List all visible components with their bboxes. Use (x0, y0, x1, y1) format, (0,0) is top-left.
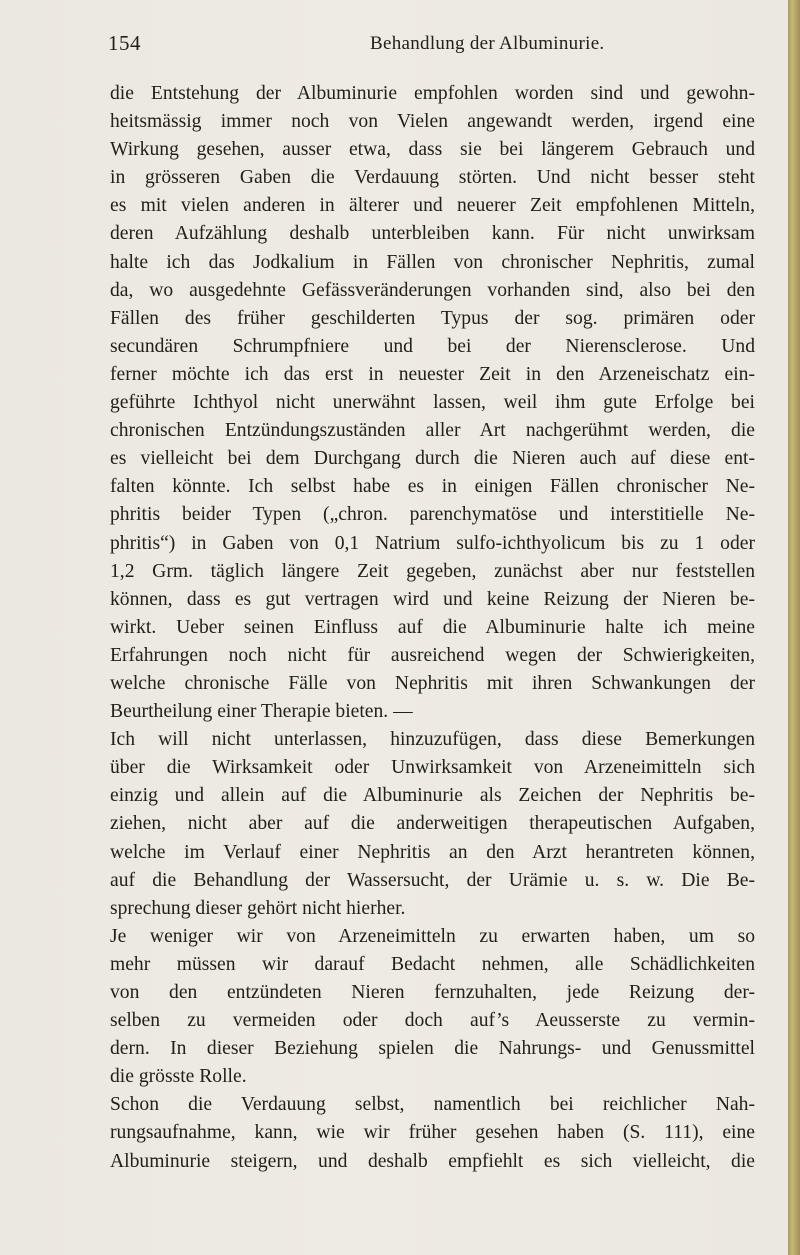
text-line-21: Erfahrungen noch nicht für ausreichend wegen der Schwierigkeiten, (110, 644, 755, 666)
text-line-7: halte ich das Jodkalium in Fällen von chronischer Nephritis, zumal (110, 251, 755, 273)
text-line-16: phritis beider Typen („chron. parenchymatöse und interstitielle Ne- (110, 504, 755, 526)
text-line-24: Ich will nicht unterlassen, hinzuzufügen, dass diese Bemerkungen (110, 729, 755, 751)
text-line-35: dern. In dieser Beziehung spielen die Nahrungs- und Genussmittel (110, 1038, 755, 1060)
text-line-2: heitsmässig immer noch von Vielen angewandt werden, irgend eine (110, 111, 755, 133)
text-line-26: einzig und allein auf die Albuminurie als Zeichen der Nephritis be- (110, 785, 755, 807)
book-edge (788, 0, 800, 1255)
text-line-20: wirkt. Ueber seinen Einfluss auf die Albuminurie halte ich meine (110, 616, 755, 638)
text-line-1: die Entstehung der Albuminurie empfohlen worden sind und gewohn- (110, 83, 755, 104)
text-line-11: ferner möchte ich das erst in neuester Zeit in den Arzeneischatz ein- (110, 363, 755, 385)
page-number: 154 (108, 31, 141, 55)
running-head: Behandlung der Albuminurie. (370, 33, 605, 54)
text-line-36: die grösste Rolle. (110, 1066, 247, 1088)
text-line-5: es mit vielen anderen in älterer und neuerer Zeit empfohlenen Mitteln, (110, 195, 755, 217)
text-line-13: chronischen Entzündungszuständen aller Art nachgerühmt werden, die (110, 420, 755, 442)
text-line-18: 1,2 Grm. täglich längere Zeit gegeben, zunächst aber nur feststellen (110, 560, 755, 582)
text-line-34: selben zu vermeiden oder doch auf’s Aeusserste zu vermin- (110, 1010, 755, 1032)
text-line-22: welche chronische Fälle von Nephritis mit ihren Schwankungen der (110, 672, 755, 694)
text-line-12: geführte Ichthyol nicht unerwähnt lassen, weil ihm gute Erfolge bei (110, 392, 755, 414)
page-header (108, 31, 748, 61)
text-line-39: Albuminurie steigern, und deshalb empfiehlt es sich vielleicht, die (110, 1150, 755, 1172)
text-line-6: deren Aufzählung deshalb unterbleiben kann. Für nicht unwirksam (110, 223, 755, 245)
text-line-33: von den entzündeten Nieren fernzuhalten, jede Reizung der- (110, 982, 755, 1003)
text-line-37: Schon die Verdauung selbst, namentlich bei reichlicher Nah- (110, 1094, 755, 1116)
text-line-27: ziehen, nicht aber auf die anderweitigen therapeutischen Aufgaben, (110, 813, 755, 835)
text-line-19: können, dass es gut vertragen wird und keine Reizung der Nieren be- (110, 588, 755, 610)
body-text (110, 80, 755, 1176)
text-line-4: in grösseren Gaben die Verdauung störten. Und nicht besser steht (110, 167, 755, 189)
text-line-29: auf die Behandlung der Wassersucht, der Urämie u. s. w. Die Be- (110, 869, 755, 891)
text-line-10: secundären Schrumpfniere und bei der Nierensclerose. Und (110, 335, 755, 357)
text-line-32: mehr müssen wir darauf Bedacht nehmen, alle Schädlichkeiten (110, 953, 755, 975)
text-line-14: es vielleicht bei dem Durchgang durch die Nieren auch auf diese ent- (110, 448, 755, 470)
text-line-38: rungsaufnahme, kann, wie wir früher gesehen haben (S. 111), eine (110, 1122, 755, 1144)
text-line-25: über die Wirksamkeit oder Unwirksamkeit von Arzeneimitteln sich (110, 757, 755, 779)
text-line-30: sprechung dieser gehört nicht hierher. (110, 897, 406, 919)
text-line-8: da, wo ausgedehnte Gefässveränderungen vorhanden sind, also bei den (110, 279, 755, 301)
text-line-23: Beurtheilung einer Therapie bieten. — (110, 701, 413, 723)
text-line-15: falten könnte. Ich selbst habe es in einigen Fällen chronischer Ne- (110, 476, 755, 498)
text-line-9: Fällen des früher geschilderten Typus der sog. primären oder (110, 307, 755, 329)
text-line-28: welche im Verlauf einer Nephritis an den Arzt herantreten können, (110, 841, 755, 863)
text-line-17: phritis“) in Gaben von 0,1 Natrium sulfo-ichthyolicum bis zu 1 oder (110, 532, 755, 554)
text-line-3: Wirkung gesehen, ausser etwa, dass sie bei längerem Gebrauch und (110, 139, 755, 161)
text-line-31: Je weniger wir von Arzeneimitteln zu erwarten haben, um so (110, 925, 755, 947)
